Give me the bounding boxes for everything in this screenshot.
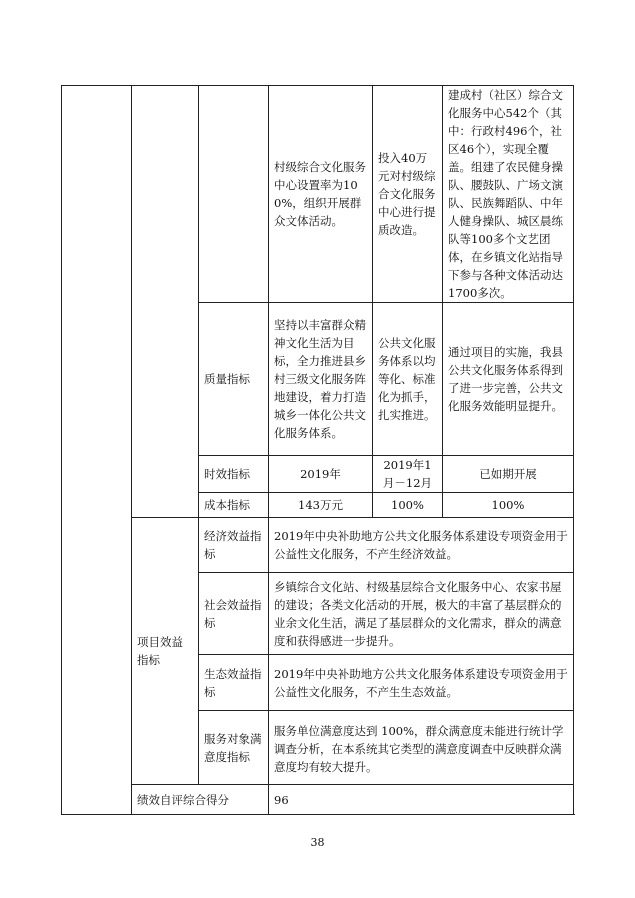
- table-row: [62, 785, 574, 815]
- timeliness-label-cell: 时效指标: [199, 456, 269, 493]
- cost-label-cell: 成本指标: [199, 493, 269, 518]
- score-label-cell: 绩效自评综合得分: [132, 785, 269, 815]
- timeliness-result-cell: 已如期开展: [443, 456, 574, 493]
- empty-cell: [62, 86, 132, 815]
- economic-label-cell: 经济效益指标: [199, 518, 269, 573]
- ecological-label-cell: 生态效益指标: [199, 655, 269, 711]
- social-text-cell: 乡镇综合文化站、村级基层综合文化服务中心、农家书屋的建设；各类文化活动的开展，极大的丰富了基层群众的业余文化生活，满足了基层群众的文化需求，群众的满意度和获得感进一步提升。: [269, 573, 574, 655]
- quality-label-cell: 质量指标: [199, 303, 269, 456]
- cost-target-cell: 143万元: [269, 493, 373, 518]
- cost-result-cell: 100%: [443, 493, 574, 518]
- table-row: [62, 86, 574, 303]
- village-target-cell: 村级综合文化服务中心设置率为100%，组织开展群众文体活动。: [269, 86, 373, 303]
- table-row: [62, 518, 574, 573]
- score-value-cell: 96: [269, 785, 574, 815]
- cost-plan-cell: 100%: [373, 493, 443, 518]
- economic-text-cell: 2019年中央补助地方公共文化服务体系建设专项资金用于公益性文化服务，不产生经济效益。: [269, 518, 574, 573]
- empty-cell: [199, 86, 269, 303]
- timeliness-target-cell: 2019年: [269, 456, 373, 493]
- quality-target-cell: 坚持以丰富群众精神文化生活为目标，全力推进县乡村三级文化服务阵地建设，着力打造城乡一体化公共文化服务体系。: [269, 303, 373, 456]
- quality-plan-cell: 公共文化服务体系以均等化、标准化为抓手，扎实推进。: [373, 303, 443, 456]
- satisfaction-label-cell: 服务对象满意度指标: [199, 711, 269, 785]
- timeliness-plan-cell: 2019年1月－12月: [373, 456, 443, 493]
- village-plan-cell: 投入40万元对村级综合文化服务中心进行提质改造。: [373, 86, 443, 303]
- benefit-category-cell: 项目效益指标: [132, 518, 199, 785]
- performance-table: [61, 85, 574, 815]
- ecological-text-cell: 2019年中央补助地方公共文化服务体系建设专项资金用于公益性文化服务，不产生生态效益。: [269, 655, 574, 711]
- village-result-cell: 建成村（社区）综合文化服务中心542个（其中：行政村496个，社区46个），实现全覆盖。组建了农民健身操队、腰鼓队、广场文演队、民族舞蹈队、中年人健身操队、城区晨练队等100多个文艺团体，在乡镇文化站指导下参与各种文体活动达1700多次。: [443, 86, 574, 303]
- quality-result-cell: 通过项目的实施，我县公共文化服务体系得到了进一步完善，公共文化服务效能明显提升。: [443, 303, 574, 456]
- satisfaction-text-cell: 服务单位满意度达到 100%，群众满意度未能进行统计学调查分析，在本系统其它类型的满意度调查中反映群众满意度均有较大提升。: [269, 711, 574, 785]
- empty-cell: [132, 86, 199, 518]
- page-number: 38: [310, 836, 325, 849]
- social-label-cell: 社会效益指标: [199, 573, 269, 655]
